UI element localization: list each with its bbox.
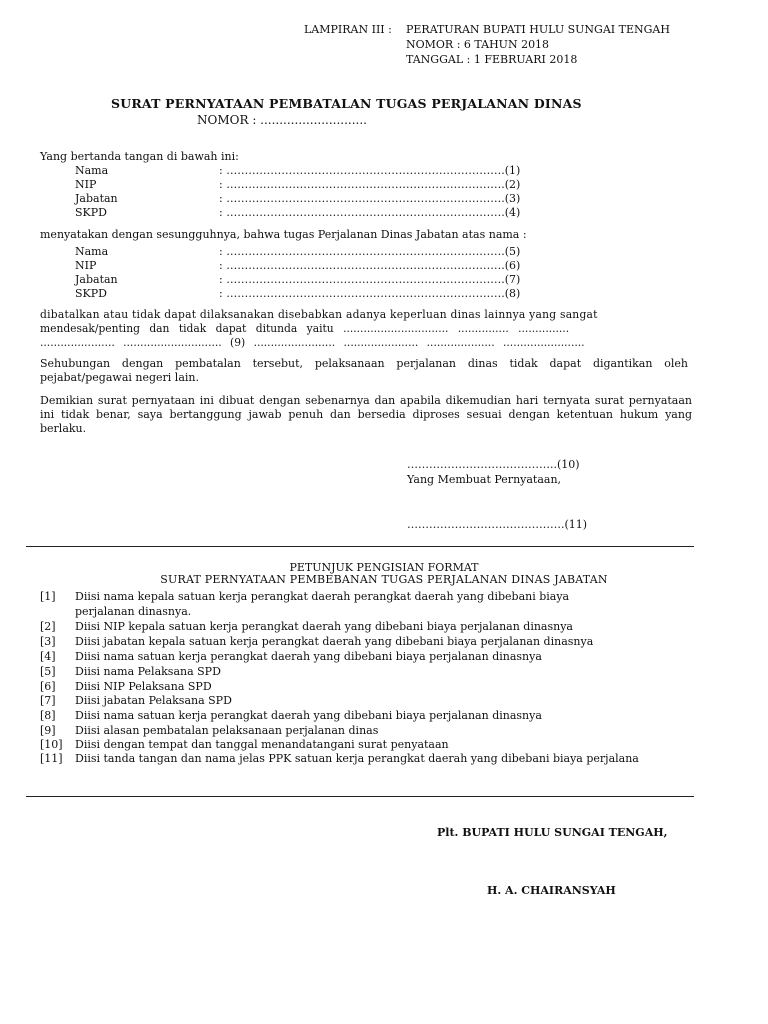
instruction-number: [2]	[40, 620, 56, 633]
field-label: SKPD	[75, 206, 107, 219]
traveler-field-nip	[75, 259, 535, 273]
field-value: : ………………………………………………………………….(6)	[219, 259, 521, 272]
instruction-number: [1]	[40, 590, 56, 603]
signer-field-nama	[75, 164, 535, 178]
instruction-text: Diisi nama kepala satuan kerja perangkat daerah perangkat daerah yang dibebani biaya	[75, 590, 570, 603]
instruction-number: [5]	[40, 665, 56, 678]
field-value: : ………………………………………………………………….(1)	[219, 164, 521, 177]
instruction-text: Diisi tanda tangan dan nama jelas PPK satuan kerja perangkat daerah yang dibebani biaya perjalana	[75, 752, 639, 765]
instruction-number: [10]	[40, 738, 63, 751]
paragraph-no-substitute: Sehubungan dengan pembatalan tersebut, pelaksanaan perjalanan dinas tidak dapat digantikan oleh pejabat/pegawai negeri lain.	[40, 357, 688, 384]
instruction-number: [7]	[40, 694, 56, 707]
field-value: : ………………………………………………………………….(3)	[219, 192, 521, 205]
instructions-subheading: SURAT PERNYATAAN PEMBEBANAN TUGAS PERJALANAN DINAS JABATAN	[160, 573, 608, 586]
instruction-text: Diisi nama satuan kerja perangkat daerah yang dibebani biaya perjalanan dinasnya	[75, 709, 542, 722]
peraturan-tanggal: TANGGAL : 1 FEBRUARI 2018	[406, 53, 578, 66]
paragraph-declaration: Demikian surat pernyataan ini dibuat dengan sebenarnya dan apabila dikemudian hari ternyata surat pernyataan ini tidak benar, saya bertanggung jawab penuh dan bersedia diproses sesuai dengan ketentuan hukum yang berlaku.	[40, 394, 692, 435]
field-label: NIP	[75, 178, 97, 191]
field-label: Nama	[75, 245, 109, 258]
field-value: : ………………………………………………………………….(5)	[219, 245, 521, 258]
peraturan-nomor: NOMOR : 6 TAHUN 2018	[406, 38, 550, 51]
signature-maker-label: Yang Membuat Pernyataan,	[407, 473, 562, 486]
field-label: Jabatan	[75, 273, 118, 286]
instruction-text: Diisi dengan tempat dan tanggal menandatangani surat penyataan	[75, 738, 449, 751]
instruction-text: Diisi alasan pembatalan pelaksanaan perjalanan dinas	[75, 724, 379, 737]
official-name: H. A. CHAIRANSYAH	[487, 884, 616, 897]
instruction-text: Diisi jabatan Pelaksana SPD	[75, 694, 232, 707]
field-label: NIP	[75, 259, 97, 272]
instruction-text: Diisi NIP kepala satuan kerja perangkat daerah yang dibebani biaya perjalanan dinasnya	[75, 620, 573, 633]
instruction-number: [3]	[40, 635, 56, 648]
signature-name-line: …………………………………….(11)	[407, 518, 588, 531]
lampiran-label: LAMPIRAN III :	[304, 23, 392, 36]
intro-text: Yang bertanda tangan di bawah ini:	[40, 150, 239, 163]
field-value: : ………………………………………………………………….(8)	[219, 287, 521, 300]
document-title: SURAT PERNYATAAN PEMBATALAN TUGAS PERJALANAN DINAS	[111, 96, 582, 111]
divider	[26, 796, 694, 797]
signature-place-date: …………………………………..(10)	[407, 458, 580, 471]
traveler-field-skpd	[75, 287, 535, 301]
divider	[26, 546, 694, 547]
instruction-text-continued: perjalanan dinasnya.	[75, 605, 192, 618]
instruction-number: [11]	[40, 752, 63, 765]
field-value: : ………………………………………………………………….(2)	[219, 178, 521, 191]
instruction-number: [6]	[40, 680, 56, 693]
instruction-item	[40, 590, 700, 618]
reason-line-3: ...................... ............................. (9) ........................ ...................... .................... ........................	[40, 336, 585, 349]
instruction-item	[40, 752, 694, 767]
peraturan-title: PERATURAN BUPATI HULU SUNGAI TENGAH	[406, 23, 670, 36]
field-label: Nama	[75, 164, 109, 177]
instruction-text: Diisi nama Pelaksana SPD	[75, 665, 221, 678]
traveler-field-nama	[75, 245, 535, 259]
field-label: SKPD	[75, 287, 107, 300]
instruction-text: Diisi jabatan kepala satuan kerja perangkat daerah yang dibebani biaya perjalanan dinasnya	[75, 635, 594, 648]
traveler-field-jabatan	[75, 273, 535, 287]
statement-text: menyatakan dengan sesungguhnya, bahwa tugas Perjalanan Dinas Jabatan atas nama :	[40, 228, 527, 241]
field-value: : ………………………………………………………………….(4)	[219, 206, 521, 219]
signer-field-nip	[75, 178, 535, 192]
field-value: : ………………………………………………………………….(7)	[219, 273, 521, 286]
signer-field-skpd	[75, 206, 535, 220]
instruction-number: [4]	[40, 650, 56, 663]
instruction-number: [9]	[40, 724, 56, 737]
field-label: Jabatan	[75, 192, 118, 205]
instruction-text: Diisi nama satuan kerja perangkat daerah yang dibebani biaya perjalanan dinasnya	[75, 650, 542, 663]
document-nomor: NOMOR : ............................	[197, 113, 367, 127]
instruction-number: [8]	[40, 709, 56, 722]
instruction-text: Diisi NIP Pelaksana SPD	[75, 680, 212, 693]
official-title: Plt. BUPATI HULU SUNGAI TENGAH,	[437, 826, 668, 839]
signer-field-jabatan	[75, 192, 535, 206]
reason-line-2: mendesak/penting dan tidak dapat ditunda yaitu ............................... ............... ...............	[40, 322, 570, 335]
reason-line-1: dibatalkan atau tidak dapat dilaksanakan disebabkan adanya keperluan dinas lainnya yang sangat	[40, 308, 598, 321]
instructions-heading: PETUNJUK PENGISIAN FORMAT	[289, 561, 479, 574]
